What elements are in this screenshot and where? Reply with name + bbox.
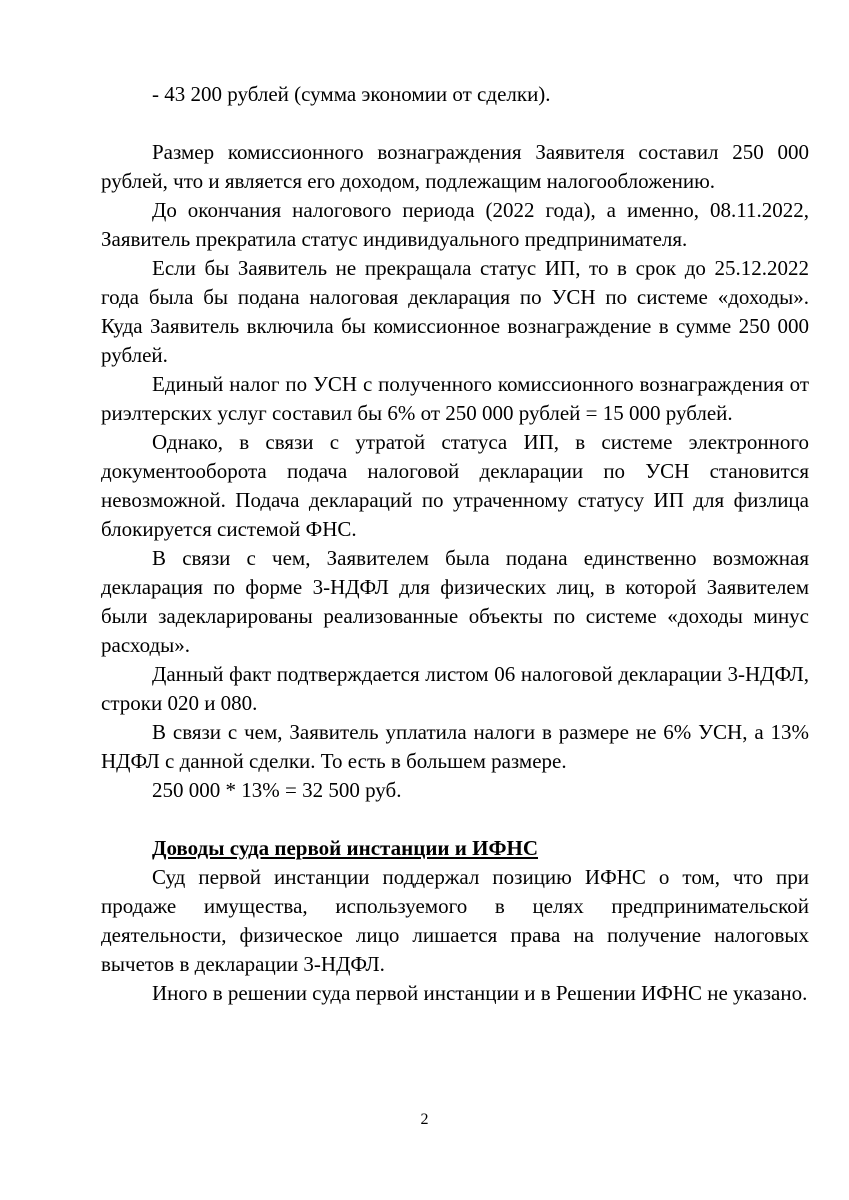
paragraph-calculation: 250 000 * 13% = 32 500 руб. — [152, 778, 402, 802]
paragraph-status-termination: До окончания налогового периода (2022 года), а именно, 08.11.2022, Заявитель прекратила статус индивидуального предпринимателя. — [101, 198, 809, 251]
section-heading: Доводы суда первой инстанции и ИФНС — [152, 836, 538, 860]
paragraph-court-position: Суд первой инстанции поддержал позицию ИФНС о том, что при продаже имущества, используемого в целях предпринимательской деятельности, физическое лицо лишается права на получение налоговых вычетов в декларации 3-НДФЛ. — [101, 865, 809, 976]
paragraph-sheet-06: Данный факт подтверждается листом 06 налоговой декларации 3-НДФЛ, строки 020 и 080. — [101, 662, 809, 715]
paragraph-commission: Размер комиссионного вознаграждения Заявителя составил 250 000 рублей, что и является его доходом, подлежащим налогообложению. — [101, 140, 809, 193]
paragraph-gap — [101, 109, 809, 138]
paragraph-electronic-filing: Однако, в связи с утратой статуса ИП, в системе электронного документооборота подача налоговой декларации по УСН становится невозможной. Подача деклараций по утраченному статусу ИП для физлица блокируется системой ФНС. — [101, 430, 809, 541]
paragraph-3ndfl-declaration: В связи с чем, Заявителем была подана единственно возможная декларация по форме 3-НДФЛ для физических лиц, в которой Заявителем были задекларированы реализованные объекты по системе «доходы минус расходы». — [101, 546, 809, 657]
page-number: 2 — [420, 1111, 429, 1128]
paragraph-gap — [101, 805, 809, 834]
paragraph-tax-paid: В связи с чем, Заявитель уплатила налоги в размере не 6% УСН, а 13% НДФЛ с данной сделки. То есть в большем размере. — [101, 720, 809, 773]
paragraph-economy-sum: - 43 200 рублей (сумма экономии от сделки). — [152, 82, 551, 106]
paragraph-nothing-else: Иного в решении суда первой инстанции и в Решении ИФНС не указано. — [152, 981, 808, 1005]
paragraph-single-tax: Единый налог по УСН с полученного комиссионного вознаграждения от риэлтерских услуг составил бы 6% от 250 000 рублей = 15 000 рублей. — [101, 372, 809, 425]
document-body — [101, 80, 809, 1008]
paragraph-usn-declaration: Если бы Заявитель не прекращала статус ИП, то в срок до 25.12.2022 года была бы подана налоговая декларация по УСН по системе «доходы». Куда Заявитель включила бы комиссионное вознаграждение в сумме 250 000 рублей. — [101, 256, 809, 367]
